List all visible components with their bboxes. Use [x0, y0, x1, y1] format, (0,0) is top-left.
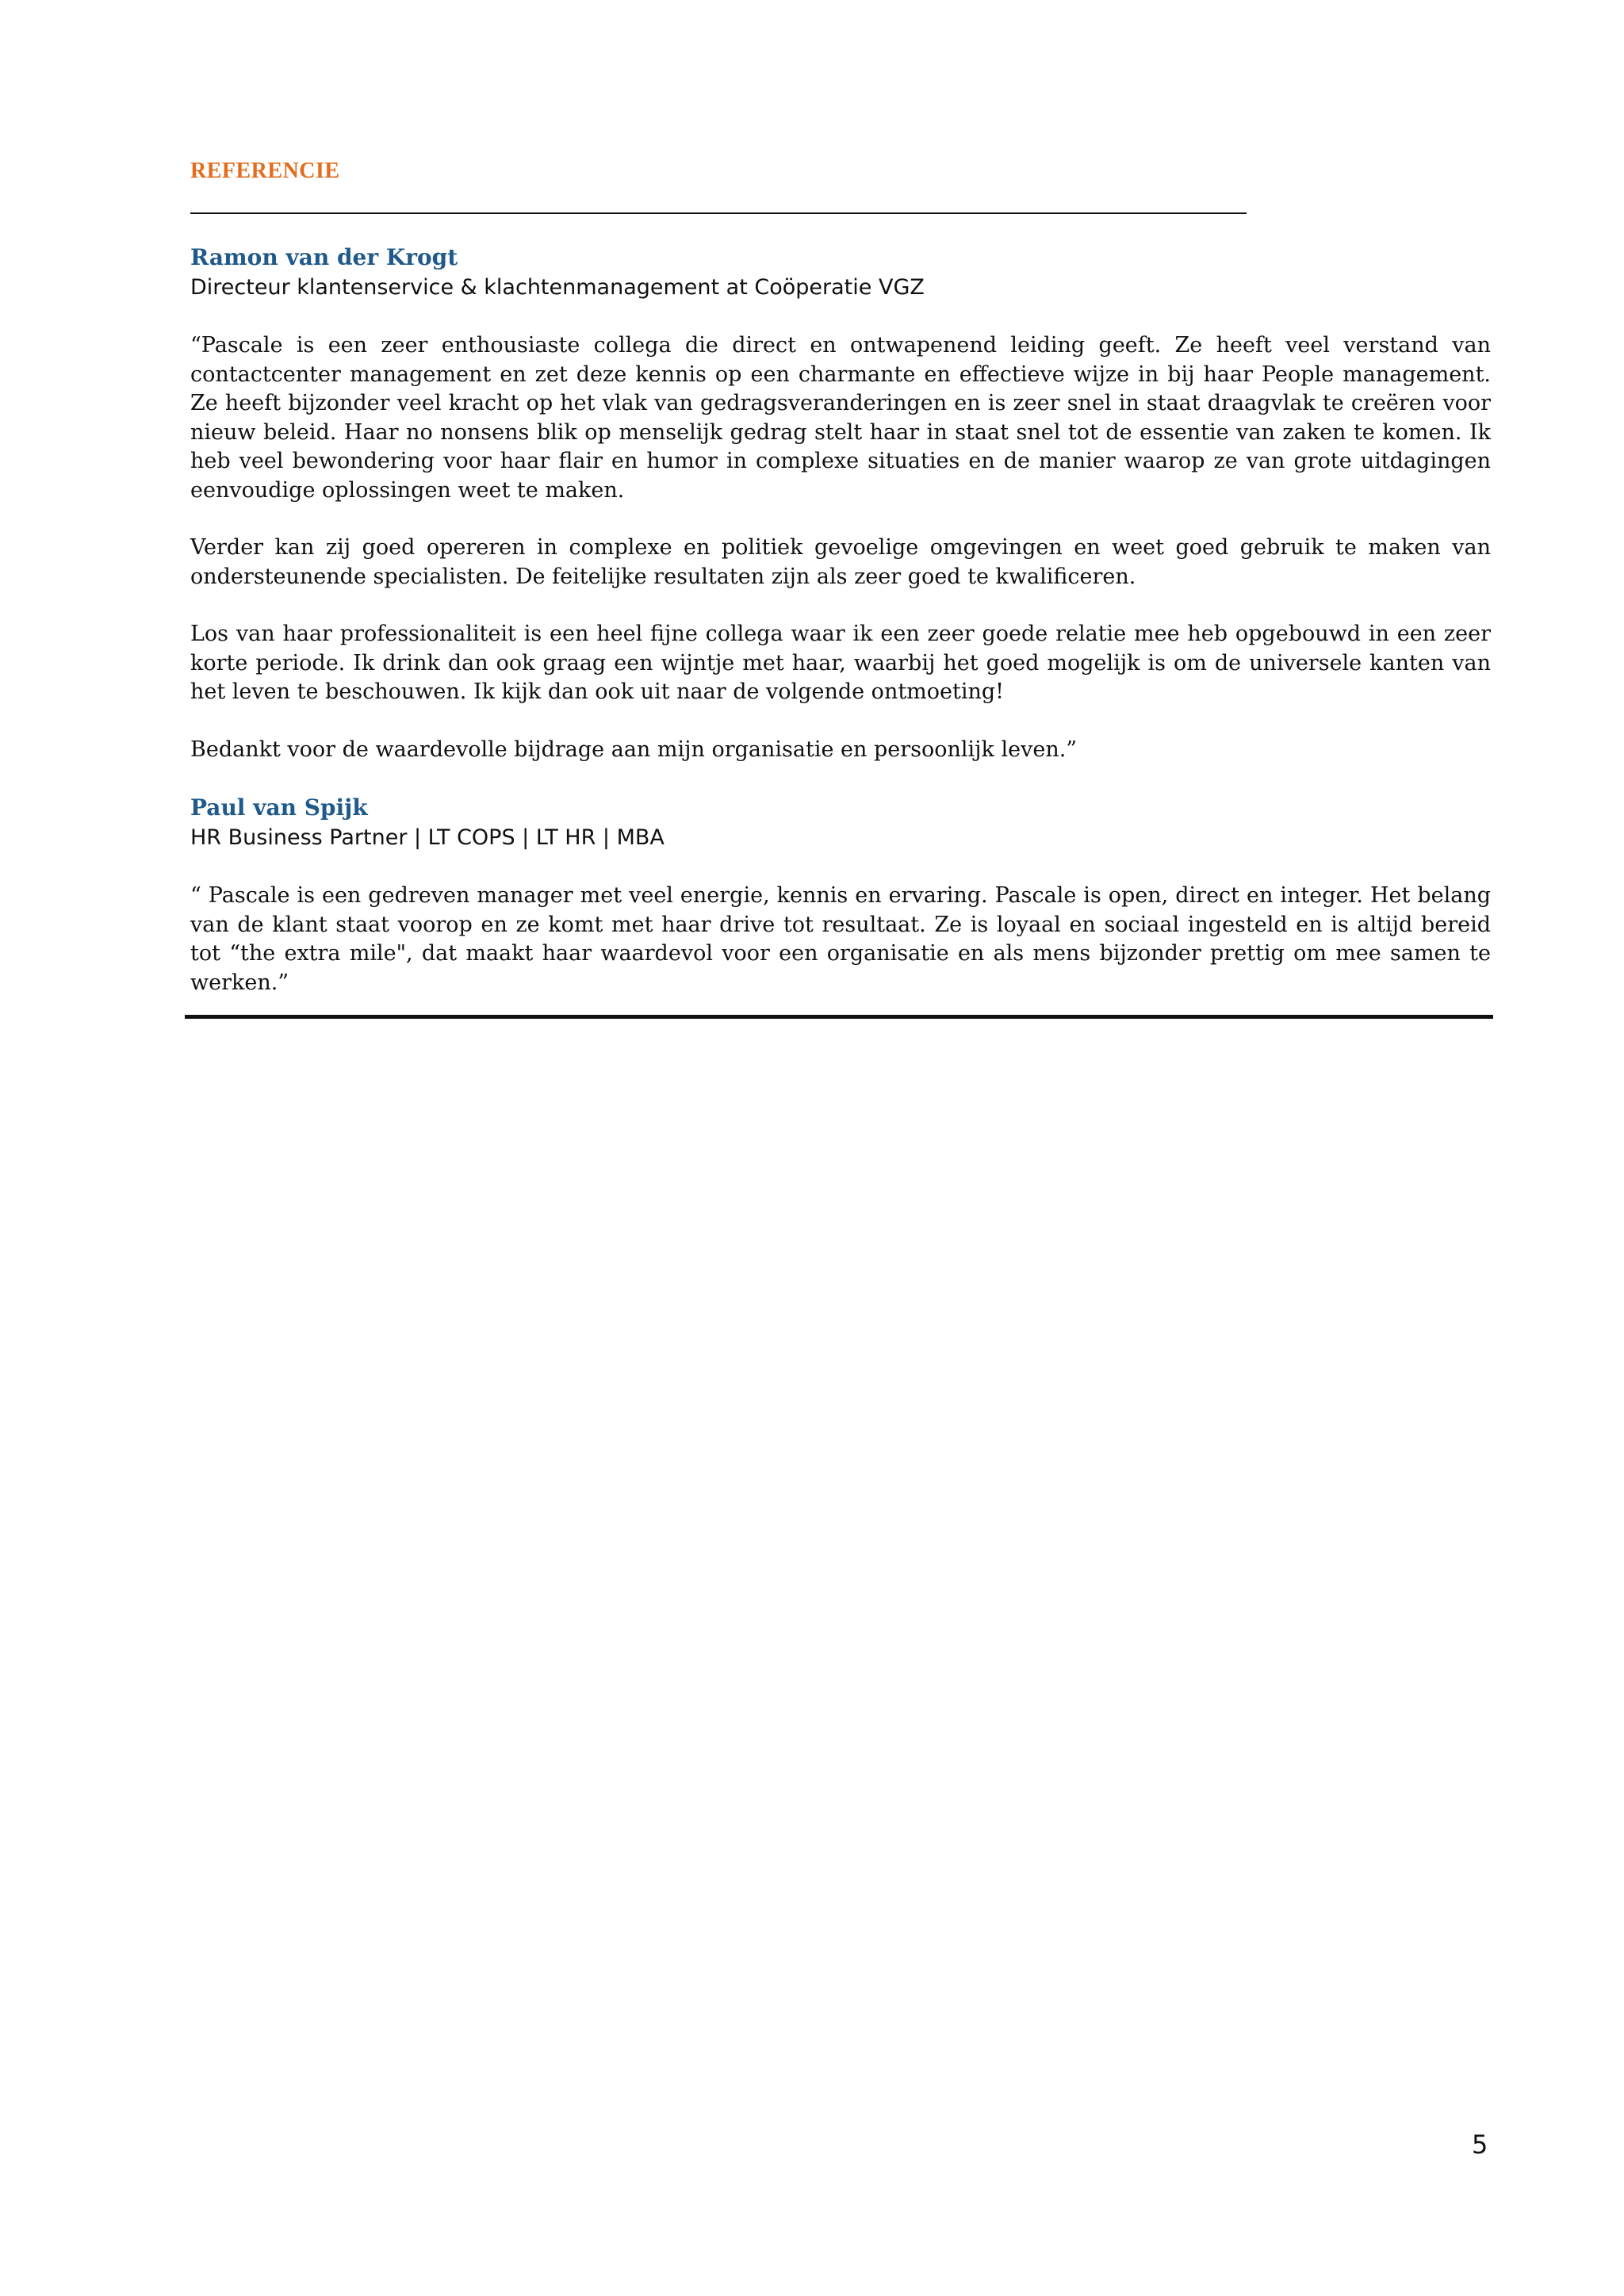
reference-block-2: [190, 793, 1491, 997]
reference-role: Directeur klantenservice & klachtenmanagement at Coöperatie VGZ: [190, 275, 925, 300]
reference-paragraph: Bedankt voor de waardevolle bijdrage aan mijn organisatie en persoonlijk leven.”: [190, 737, 1078, 762]
reference-role: HR Business Partner | LT COPS | LT HR | MBA: [190, 825, 665, 850]
reference-paragraph: “Pascale is een zeer enthousiaste collega die direct en ontwapenend leiding geeft. Ze heeft veel verstand van contactcenter management en zet deze kennis op een charmante en effectieve wijze in bij haar People management. Ze heeft bijzonder veel kracht op het vlak van gedragsveranderingen en is zeer snel in staat draagvlak te creëren voor nieuw beleid. Haar no nonsens blik op menselijk gedrag stelt haar in staat snel tot de essentie van zaken te komen. Ik heb veel bewondering voor haar flair en humor in complexe situaties en de manier waarop ze van grote uitdagingen eenvoudige oplossingen weet te maken.: [190, 333, 1491, 503]
page-number: 5: [1472, 2130, 1488, 2160]
section-title: REFERENCIE: [190, 159, 340, 183]
section-title-divider: [190, 212, 1247, 214]
reference-name: Paul van Spijk: [190, 794, 368, 821]
section-end-divider: [185, 1015, 1493, 1019]
reference-block-1: [190, 243, 1491, 764]
reference-paragraph: “ Pascale is een gedreven manager met veel energie, kennis en ervaring. Pascale is open, direct en integer. Het belang van de klant staat voorop en ze komt met haar drive tot resultaat. Ze is loyaal en sociaal ingesteld en is altijd bereid tot “the extra mile", dat maakt haar waardevol voor een organisatie en als mens bijzonder prettig om mee samen te werken.”: [190, 883, 1491, 995]
references-content: [190, 243, 1491, 1026]
reference-paragraph: Los van haar professionaliteit is een heel fijne collega waar ik een zeer goede relatie mee heb opgebouwd in een zeer korte periode. Ik drink dan ook graag een wijntje met haar, waarbij het goed mogelijk is om de universele kanten van het leven te beschouwen. Ik kijk dan ook uit naar de volgende ontmoeting!: [190, 622, 1491, 704]
reference-name: Ramon van der Krogt: [190, 244, 458, 270]
reference-paragraph: Verder kan zij goed opereren in complexe en politiek gevoelige omgevingen en weet goed gebruik te maken van ondersteunende specialisten. De feitelijke resultaten zijn als zeer goed te kwalificeren.: [190, 535, 1491, 589]
